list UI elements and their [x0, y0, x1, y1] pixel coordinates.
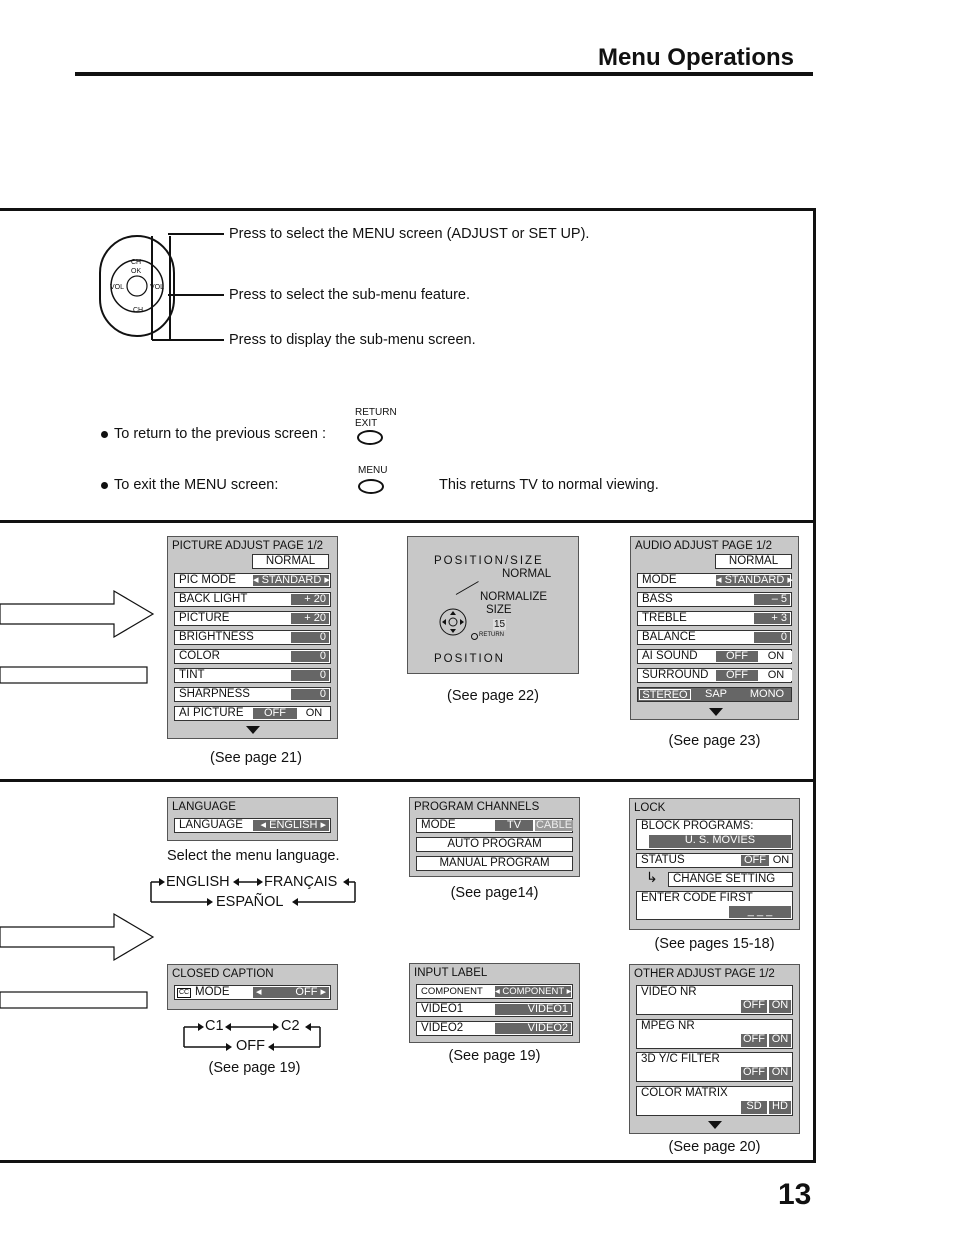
- brightness-value: 0: [291, 632, 329, 643]
- menu-button-label: MENU: [358, 465, 388, 476]
- exit-note: This returns TV to normal viewing.: [439, 477, 659, 493]
- ok-label: OK: [131, 268, 142, 275]
- ch-down-label: CH: [133, 307, 144, 314]
- section-divider: [0, 779, 816, 782]
- callout-menu-text: Press to select the MENU screen (ADJUST or SET UP).: [229, 226, 590, 242]
- page-number: 13: [778, 1178, 812, 1211]
- balance-row[interactable]: BALANCE 0: [637, 630, 792, 645]
- treble-row[interactable]: TREBLE + 3: [637, 611, 792, 626]
- other-adjust-menu: [629, 964, 800, 1134]
- exit-button-label: EXIT: [355, 418, 378, 429]
- closed-caption-title: CLOSED CAPTION: [172, 968, 274, 980]
- back-light-row[interactable]: BACK LIGHT + 20: [174, 592, 331, 607]
- video-nr-on[interactable]: ON: [769, 1000, 791, 1013]
- color-matrix-row[interactable]: COLOR MATRIX SD HD: [636, 1086, 793, 1116]
- block-programs-value: U. S. MOVIES: [649, 835, 791, 848]
- other-adjust-caption: (See page 20): [668, 1139, 761, 1155]
- remote-dpad-illustration: [96, 228, 178, 344]
- surround-row[interactable]: SURROUND OFF ON: [637, 668, 792, 683]
- pic-mode-value: ◂ STANDARD ▸: [253, 574, 330, 586]
- callout-select-text: Press to select the sub-menu feature.: [229, 287, 470, 303]
- ai-picture-row[interactable]: AI PICTURE OFF ON: [174, 706, 331, 721]
- lock-menu: [629, 798, 800, 930]
- video1-value: VIDEO1: [495, 1004, 571, 1015]
- picture-adjust-caption: (See page 21): [210, 750, 302, 766]
- callout-line: [168, 294, 224, 296]
- flow-arrow-icon: [0, 910, 156, 1010]
- component-row[interactable]: COMPONENT ◂ COMPONENT ▸: [416, 984, 573, 999]
- yc-filter-on[interactable]: ON: [769, 1067, 791, 1080]
- normalize-label[interactable]: NORMALIZE: [480, 591, 548, 603]
- surround-on[interactable]: ON: [760, 670, 792, 681]
- picture-value: + 20: [291, 613, 329, 624]
- position-size-caption: (See page 22): [447, 688, 539, 704]
- sap-option[interactable]: SAP: [704, 688, 727, 700]
- video2-row[interactable]: VIDEO2 VIDEO2: [416, 1021, 573, 1036]
- espanol-option: ESPAÑOL: [216, 894, 284, 910]
- picture-adjust-title: PICTURE ADJUST PAGE 1/2: [172, 540, 324, 552]
- video-nr-row[interactable]: VIDEO NR OFF ON: [636, 985, 793, 1015]
- menu-button-icon[interactable]: [358, 479, 384, 494]
- cc-mode-row[interactable]: CC MODE ◂ OFF ▸: [174, 985, 331, 1000]
- language-row[interactable]: LANGUAGE ◂ ENGLISH ▸: [174, 818, 331, 833]
- input-label-menu: [409, 963, 580, 1043]
- input-label-caption: (See page 19): [448, 1048, 541, 1064]
- mpeg-nr-row[interactable]: MPEG NR OFF ON: [636, 1019, 793, 1049]
- ch-up-label: CH: [131, 259, 142, 266]
- picture-adjust-menu: [167, 536, 338, 739]
- english-option: ENGLISH: [166, 874, 230, 890]
- sharpness-value: 0: [291, 689, 329, 700]
- lock-on[interactable]: ON: [772, 854, 790, 866]
- return-icon: [471, 633, 478, 640]
- section-divider: [0, 520, 816, 523]
- program-mode-row[interactable]: MODE TV CABLE: [416, 818, 573, 833]
- exit-instruction: To exit the MENU screen:: [101, 477, 278, 493]
- lock-caption: (See pages 15-18): [654, 936, 775, 952]
- mono-option[interactable]: MONO: [749, 688, 785, 700]
- callout-display-text: Press to display the sub-menu screen.: [229, 332, 476, 348]
- audio-normal-button[interactable]: NORMAL: [715, 554, 792, 569]
- yc-filter-row[interactable]: 3D Y/C FILTER OFF ON: [636, 1052, 793, 1082]
- callout-line: [152, 339, 224, 341]
- component-value: ◂ COMPONENT ▸: [495, 986, 572, 997]
- audio-mode-value: ◂ STANDARD ▸: [716, 574, 793, 586]
- size-value: 15: [494, 619, 506, 630]
- ai-sound-row[interactable]: AI SOUND OFF ON: [637, 649, 792, 664]
- enter-code-row[interactable]: ENTER CODE FIRST _ _ _: [636, 891, 793, 920]
- return-label: RETURN: [479, 632, 504, 638]
- lock-off[interactable]: OFF: [741, 855, 769, 866]
- vol-right-label: VOL: [150, 284, 165, 291]
- ai-picture-off[interactable]: OFF: [253, 708, 297, 719]
- cable-option[interactable]: CABLE: [535, 819, 573, 831]
- other-adjust-title: OTHER ADJUST PAGE 1/2: [634, 968, 775, 980]
- scroll-down-icon[interactable]: [246, 726, 260, 734]
- c1-option: C1: [205, 1018, 224, 1034]
- language-note: Select the menu language.: [167, 848, 340, 864]
- brightness-row[interactable]: BRIGHTNESS 0: [174, 630, 331, 645]
- color-row[interactable]: COLOR 0: [174, 649, 331, 664]
- yc-filter-off[interactable]: OFF: [743, 1066, 765, 1078]
- vol-left-label: VOL: [110, 284, 125, 291]
- sound-output-row[interactable]: [637, 687, 792, 702]
- tint-row[interactable]: TINT 0: [174, 668, 331, 683]
- auto-program-button[interactable]: AUTO PROGRAM: [416, 837, 573, 852]
- scroll-down-icon[interactable]: [708, 1121, 722, 1129]
- code-entry-field[interactable]: _ _ _: [729, 906, 791, 918]
- position-label: POSITION: [434, 653, 505, 665]
- page-title: Menu Operations: [597, 44, 794, 71]
- francais-option: FRANÇAIS: [264, 874, 338, 890]
- closed-caption-caption: (See page 19): [208, 1060, 301, 1076]
- ai-sound-off[interactable]: OFF: [716, 651, 758, 662]
- position-size-menu: [407, 536, 579, 674]
- language-value: ◂ ENGLISH ▸: [253, 820, 329, 831]
- change-setting-button[interactable]: CHANGE SETTING: [668, 872, 793, 887]
- treble-value: + 3: [754, 613, 790, 624]
- program-channels-caption: (See page14): [450, 885, 539, 901]
- cc-icon: CC: [179, 989, 190, 996]
- audio-adjust-title: AUDIO ADJUST PAGE 1/2: [635, 540, 772, 552]
- scroll-down-icon[interactable]: [709, 708, 723, 716]
- callout-line: [168, 233, 224, 235]
- ai-picture-on[interactable]: ON: [299, 708, 329, 719]
- color-matrix-hd[interactable]: HD: [769, 1101, 791, 1114]
- change-arrow-icon: ↳: [646, 869, 658, 885]
- bass-value: – 5: [754, 594, 790, 605]
- tint-value: 0: [291, 670, 329, 681]
- audio-adjust-menu: [630, 536, 799, 720]
- program-channels-title: PROGRAM CHANNELS: [414, 801, 540, 813]
- program-channels-menu: [409, 797, 580, 877]
- video-nr-off[interactable]: OFF: [743, 999, 765, 1011]
- cc-mode-value: ◂ OFF ▸: [253, 987, 329, 998]
- picture-row[interactable]: PICTURE + 20: [174, 611, 331, 626]
- dpad-icon: [438, 607, 468, 642]
- block-programs-row[interactable]: BLOCK PROGRAMS: U. S. MOVIES: [636, 819, 793, 850]
- position-normal[interactable]: NORMAL: [502, 568, 552, 580]
- picture-normal-button[interactable]: NORMAL: [252, 554, 329, 569]
- title-rule: [75, 72, 813, 76]
- color-matrix-sd[interactable]: SD: [741, 1101, 767, 1114]
- input-label-title: INPUT LABEL: [414, 967, 488, 979]
- position-size-title: POSITION/SIZE: [434, 555, 544, 567]
- pointer-line: [456, 581, 479, 595]
- mpeg-nr-on[interactable]: ON: [769, 1034, 791, 1047]
- surround-off[interactable]: OFF: [716, 670, 758, 681]
- audio-mode-row[interactable]: MODE ◂ STANDARD ▸: [637, 573, 792, 588]
- pic-mode-row[interactable]: PIC MODE ◂ STANDARD ▸: [174, 573, 331, 588]
- c2-option: C2: [281, 1018, 300, 1034]
- sharpness-row[interactable]: SHARPNESS 0: [174, 687, 331, 702]
- balance-value: 0: [754, 632, 790, 643]
- language-title: LANGUAGE: [172, 801, 236, 813]
- closed-caption-menu: [167, 964, 338, 1010]
- audio-adjust-caption: (See page 23): [668, 733, 761, 749]
- video2-value: VIDEO2: [495, 1023, 571, 1034]
- color-value: 0: [291, 651, 329, 662]
- video1-row[interactable]: VIDEO1 VIDEO1: [416, 1002, 573, 1017]
- bass-row[interactable]: BASS – 5: [637, 592, 792, 607]
- cc-off-option: OFF: [236, 1038, 265, 1054]
- return-exit-button-icon[interactable]: [357, 430, 383, 445]
- lock-status-row[interactable]: STATUS OFF ON: [636, 853, 793, 868]
- stereo-option[interactable]: STEREO: [639, 689, 691, 700]
- lock-title: LOCK: [634, 802, 666, 814]
- return-instruction: To return to the previous screen :: [101, 426, 326, 442]
- ai-sound-on[interactable]: ON: [760, 651, 792, 662]
- return-button-label: RETURN: [355, 407, 397, 418]
- flow-arrow-icon: [0, 587, 156, 687]
- size-label: SIZE: [486, 604, 512, 616]
- language-menu: [167, 797, 338, 841]
- manual-program-button[interactable]: MANUAL PROGRAM: [416, 856, 573, 871]
- back-light-value: + 20: [291, 594, 329, 605]
- tv-option[interactable]: TV: [495, 820, 533, 831]
- mpeg-nr-off[interactable]: OFF: [743, 1033, 765, 1045]
